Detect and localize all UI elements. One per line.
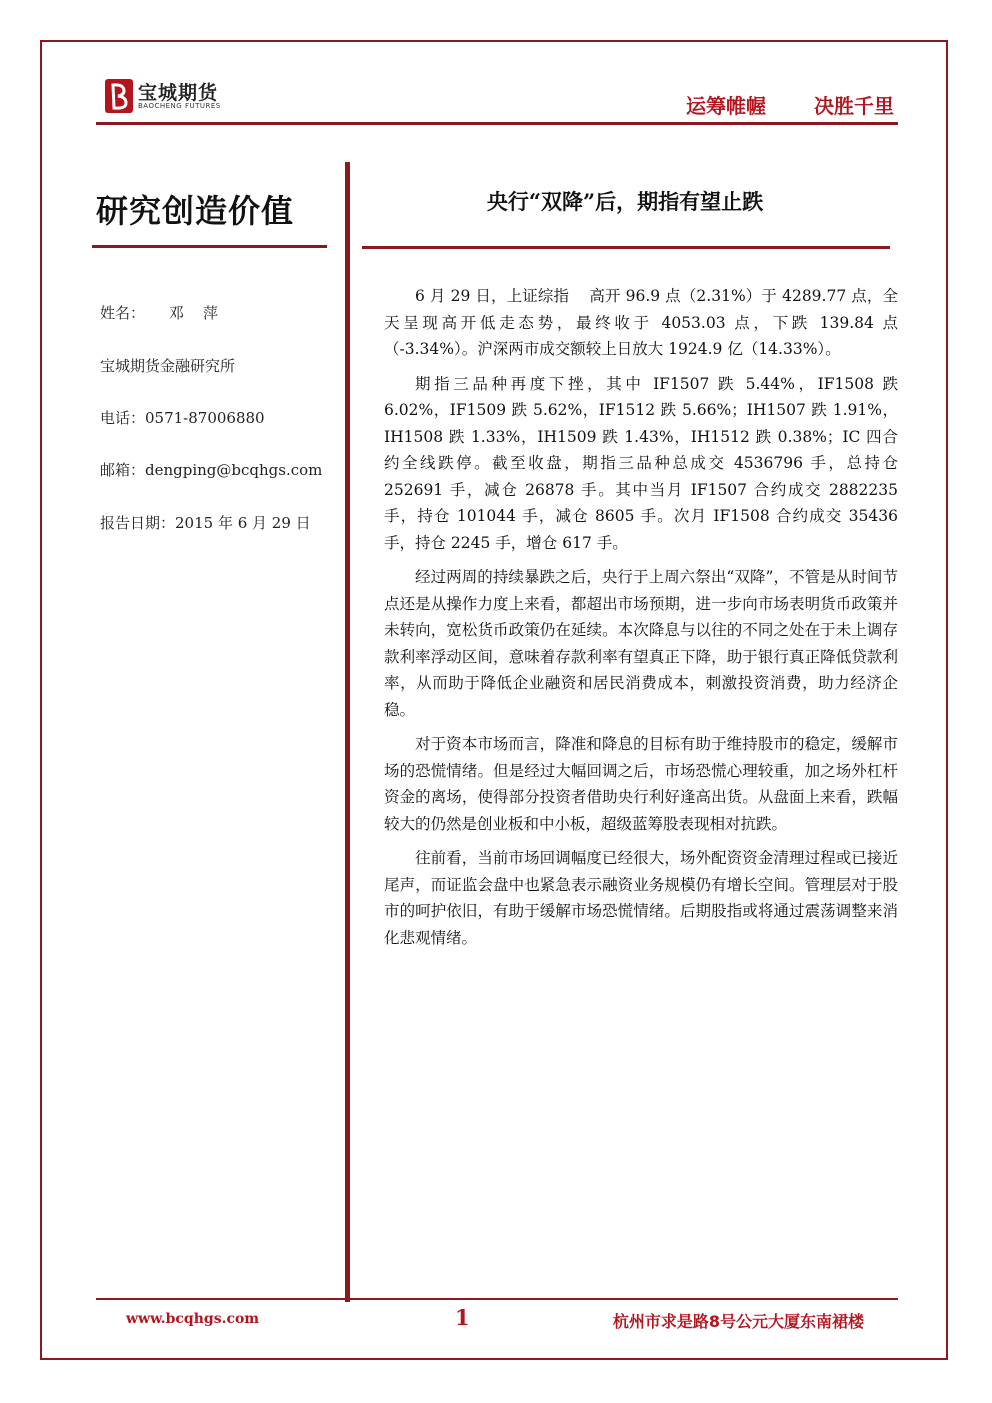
- sidebar-title-rule: [92, 245, 327, 248]
- header-slogan: [686, 90, 894, 119]
- footer-website-link[interactable]: www.bcqhgs.com: [126, 1311, 260, 1327]
- author-name: 姓名： 邓 萍: [100, 304, 218, 322]
- author-email: 邮箱：dengping@bcqhgs.com: [100, 461, 323, 479]
- article-paragraph: 期指三品种再度下挫，其中 IF1507 跌 5.44%，IF1508 跌 6.02%，IF1509 跌 5.62%，IF1512 跌 5.66%；IH1507 跌 1.91%，IH1508 跌 1.33%，IH1509 跌 1.43%，IH1512 跌 0.38%；IC 四合约全线跌停。截至收盘，期指三品种总成交 4536796 手，总持仓 252691 手，减仓 26878 手。其中当月 IF1507 合约成交 2882235 手，持仓 101044 手，减仓 8605 手。次月 IF1508 合约成交 35436 手，持仓 2245 手，增仓 617 手。: [384, 374, 898, 552]
- article-paragraph: 经过两周的持续暴跌之后，央行于上周六祭出“双降”，不管是从时间节点还是从操作力度上来看，都超出市场预期，进一步向市场表明货币政策并未转向，宽松货币政策仍在延续。本次降息与以往的不同之处在于未上调存款利率浮动区间，意味着存款利率有望真正下降，助于银行真正降低贷款利率，从而助于降低企业融资和居民消费成本，刺激投资消费，助力经济企稳。: [384, 568, 898, 719]
- slogan-right: 决胜千里: [814, 94, 894, 118]
- page-number: 1: [455, 1305, 470, 1330]
- sidebar-title: 研究创造价值: [96, 192, 295, 230]
- logo-mark-icon: [104, 78, 134, 114]
- logo-text-en: BAOCHENG FUTURES: [138, 102, 221, 110]
- logo-text-cn: 宝城期货: [138, 82, 219, 104]
- footer-address: 杭州市求是路8号公元大厦东南裙楼: [612, 1312, 864, 1331]
- article-paragraph: 往前看，当前市场回调幅度已经很大，场外配资资金清理过程或已接近尾声，而证监会盘中也紧急表示融资业务规模仍有增长空间。管理层对于股市的呵护依旧，有助于缓解市场恐慌情绪。后期股指或将通过震荡调整来消化悲观情绪。: [384, 849, 898, 947]
- article-title: 央行“双降”后，期指有望止跌: [486, 189, 764, 214]
- report-date: 报告日期：2015 年 6 月 29 日: [100, 514, 311, 532]
- slogan-left: 运筹帷幄: [686, 94, 766, 118]
- footer-divider: [96, 1298, 898, 1300]
- article-title-rule: [362, 246, 890, 249]
- article-paragraph: 6 月 29 日，上证综指 高开 96.9 点（2.31%）于 4289.77 点，全天呈现高开低走态势，最终收于 4053.03 点，下跌 139.84 点（-3.34%）。沪深两市成交额较上日放大 1924.9 亿（14.33%）。: [384, 287, 898, 358]
- article-paragraph: 对于资本市场而言，降准和降息的目标有助于维持股市的稳定，缓解市场的恐慌情绪。但是经过大幅回调之后，市场恐慌心理较重，加之场外杠杆资金的离场，使得部分投资者借助央行利好逢高出货。从盘面上来看，跌幅较大的仍然是创业板和中小板，超级蓝筹股表现相对抗跌。: [384, 735, 898, 833]
- author-phone: 电话：0571-87006880: [100, 409, 265, 427]
- author-org: 宝城期货金融研究所: [100, 357, 236, 375]
- column-divider: [345, 162, 350, 1302]
- company-logo: [104, 78, 254, 114]
- article-body: [384, 283, 898, 959]
- header-divider: [96, 122, 898, 125]
